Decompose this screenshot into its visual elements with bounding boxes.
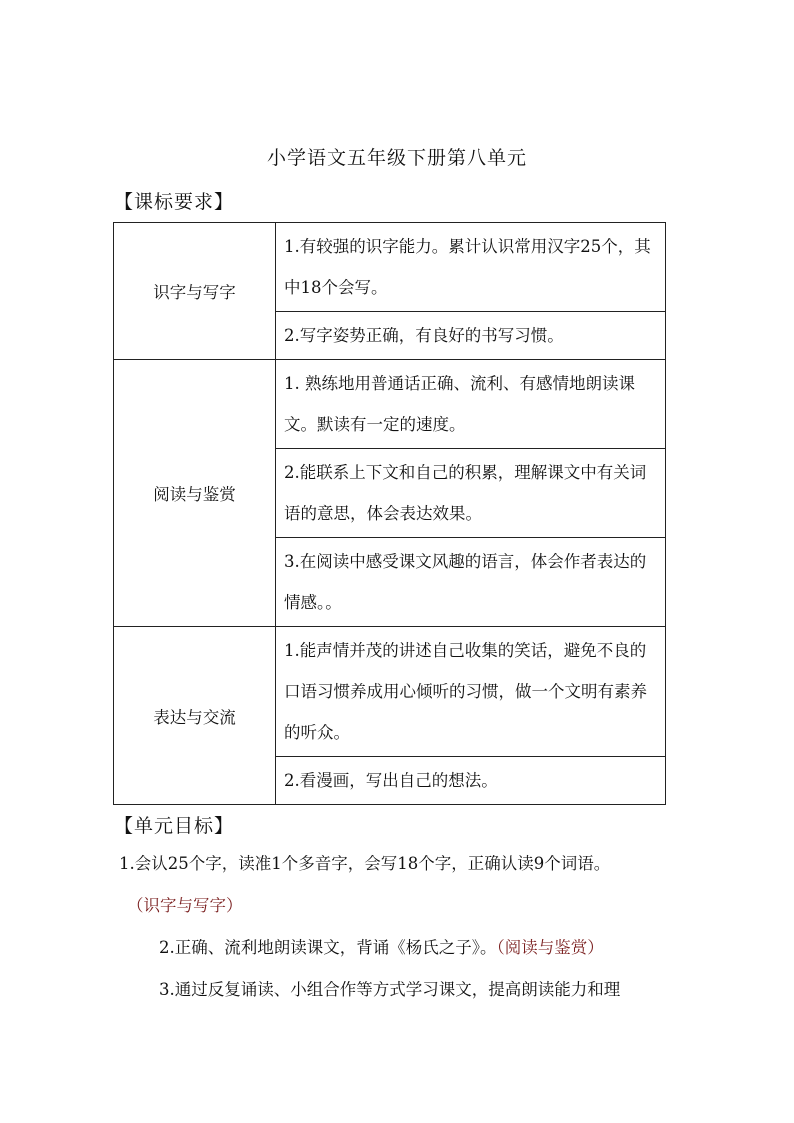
requirement-cell: 1.有较强的识字能力。累计认识常用汉字25个，其中18个会写。	[276, 223, 666, 312]
requirement-cell: 2.看漫画，写出自己的想法。	[276, 757, 666, 805]
unit-goal-2-note: （阅读与鉴赏）	[496, 938, 604, 957]
unit-goal-1-note: （识字与写字）	[127, 896, 243, 915]
unit-goals-heading: 【单元目标】	[114, 815, 235, 837]
unit-goal-3: 3.通过反复诵读、小组合作等方式学习课文，提高朗读能力和理	[159, 980, 621, 999]
category-cell: 识字与写字	[114, 223, 276, 360]
table-row	[114, 627, 666, 757]
unit-goal-1: 1.会认25个字，读准1个多音字，会写18个字，正确认读9个词语。	[119, 854, 611, 873]
curriculum-requirements-table	[113, 222, 666, 805]
table-row	[114, 360, 666, 449]
unit-goal-2-text: 2.正确、流利地朗读课文，背诵《杨氏之子》。	[159, 938, 497, 957]
requirement-cell: 2.能联系上下文和自己的积累，理解课文中有关词语的意思，体会表达效果。	[276, 449, 666, 538]
requirement-cell: 1.能声情并茂的讲述自己收集的笑话，避免不良的口语习惯养成用心倾听的习惯，做一个文明有素养的听众。	[276, 627, 666, 757]
page-title: 小学语文五年级下册第八单元	[266, 147, 527, 169]
unit-goal-2	[159, 933, 604, 963]
requirement-cell: 2.写字姿势正确，有良好的书写习惯。	[276, 312, 666, 360]
curriculum-heading: 【课标要求】	[114, 191, 235, 213]
requirement-cell: 3.在阅读中感受课文风趣的语言，体会作者表达的情感。。	[276, 538, 666, 627]
table-row	[114, 223, 666, 312]
category-cell: 阅读与鉴赏	[114, 360, 276, 627]
requirement-cell: 1. 熟练地用普通话正确、流利、有感情地朗读课文。默读有一定的速度。	[276, 360, 666, 449]
category-cell: 表达与交流	[114, 627, 276, 805]
